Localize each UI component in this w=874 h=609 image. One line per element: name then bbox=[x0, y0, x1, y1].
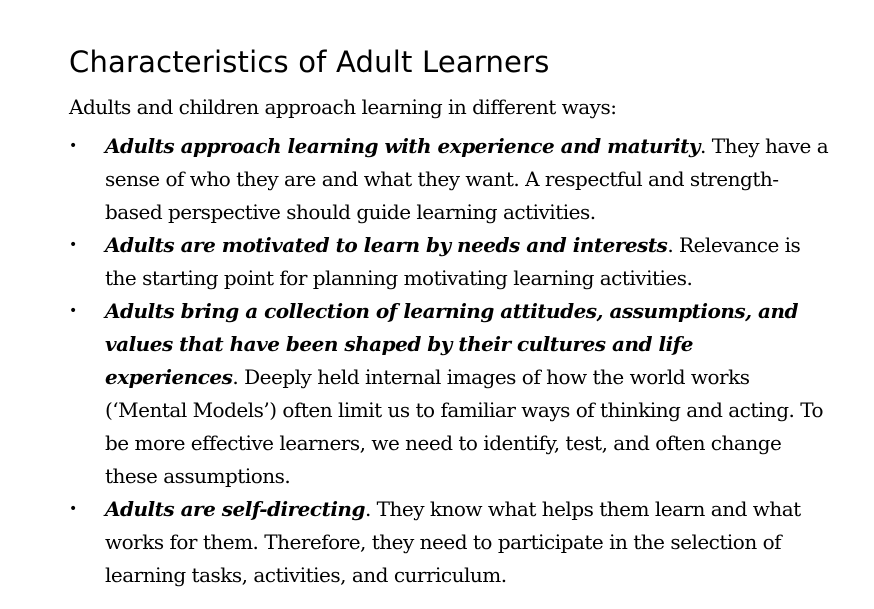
list-item bbox=[69, 130, 829, 229]
list-item-text: . Deeply held internal images of how the world works (‘Mental Models’) often limit us to familiar ways of thinking and acting. To be more effective learners, we need to identify, test, and often change these assumptions. bbox=[105, 365, 824, 488]
bullet-icon: • bbox=[69, 237, 77, 253]
list-item bbox=[69, 295, 829, 493]
bullet-icon: • bbox=[69, 501, 77, 517]
document-page bbox=[69, 40, 829, 592]
list-item-lead: Adults approach learning with experience and maturity bbox=[105, 134, 701, 158]
page-title: Characteristics of Adult Learners bbox=[69, 45, 550, 79]
bullet-icon: • bbox=[69, 303, 77, 319]
list-item-text: . They have a sense of who they are and what they want. A respectful and strength-based perspective should guide learning activities. bbox=[105, 134, 829, 224]
list-item-lead: Adults are self-directing bbox=[105, 497, 365, 521]
list-item bbox=[69, 493, 829, 592]
bullet-list bbox=[69, 130, 829, 592]
intro-paragraph: Adults and children approach learning in different ways: bbox=[69, 95, 617, 119]
list-item-text: . They know what helps them learn and what works for them. Therefore, they need to participate in the selection of learning tasks, activities, and curriculum. bbox=[105, 497, 801, 587]
list-item-lead: Adults are motivated to learn by needs and interests bbox=[105, 233, 668, 257]
list-item-text: . Relevance is the starting point for planning motivating learning activities. bbox=[105, 233, 801, 290]
list-item bbox=[69, 229, 829, 295]
list-item-lead: Adults bring a collection of learning attitudes, assumptions, and values that have been shaped by their cultures and life experiences bbox=[105, 299, 799, 389]
bullet-icon: • bbox=[69, 138, 77, 154]
